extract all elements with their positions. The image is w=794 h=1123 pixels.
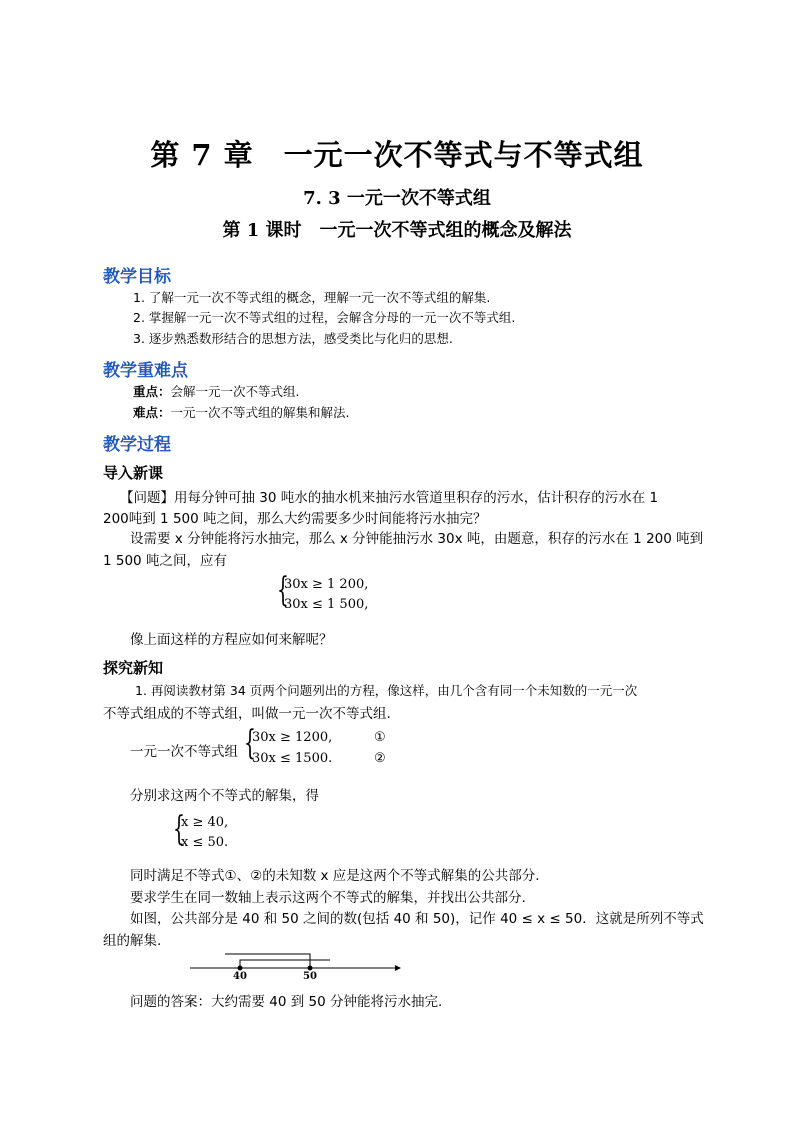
- definition-line: 1. 再阅读教材第 34 页两个问题列出的方程，像这样，由几个含有同一个未知数的一元一次: [135, 683, 638, 698]
- setup-line: 1 500 吨之间，应有: [103, 553, 227, 569]
- section-title: 7. 3 一元一次不等式组: [303, 188, 491, 209]
- tick-label-50: 50: [303, 971, 317, 982]
- definition-line: 不等式组成的不等式组，叫做一元一次不等式组.: [103, 706, 391, 722]
- point-50: [308, 966, 313, 971]
- common-part-line: 同时满足不等式①、②的未知数 x 应是这两个不等式解集的公共部分.: [130, 868, 540, 884]
- focus-line: [133, 382, 300, 400]
- system-brace: {: [244, 723, 256, 763]
- solution-bracket-ge-40: [240, 960, 330, 968]
- figure-line: 如图，公共部分是 40 和 50 之间的数(包括 40 和 50)，记作 40 ≤ x ≤ 50．这就是所列不等式: [130, 911, 704, 927]
- question-line: 像上面这样的方程应如何来解呢？: [130, 632, 333, 648]
- system-label: 一元一次不等式组: [130, 744, 238, 760]
- difficulty-line: [133, 403, 350, 421]
- numberline-line: 要求学生在同一数轴上表示这两个不等式的解集，并找出公共部分.: [130, 890, 526, 906]
- focus-text: 会解一元一次不等式组.: [170, 384, 300, 399]
- inequality: 30x ≥ 1 200,: [284, 577, 369, 592]
- solution-inequality: x ≤ 50.: [181, 835, 229, 850]
- point-40: [238, 966, 243, 971]
- inequality: 30x ≤ 1 500,: [284, 597, 369, 612]
- key-points-heading: 教学重难点: [103, 361, 188, 381]
- inequality: 30x ≤ 1500.: [252, 751, 333, 766]
- explore-heading: 探究新知: [103, 659, 164, 677]
- intro-heading: 导入新课: [103, 464, 164, 482]
- focus-label: 重点：: [133, 384, 171, 399]
- system-brace: {: [277, 570, 289, 610]
- process-heading: 教学过程: [103, 435, 171, 455]
- solve-line: 分别求这两个不等式的解集，得: [130, 788, 319, 804]
- objectives-heading: 教学目标: [103, 267, 171, 287]
- axis-arrow: [395, 965, 401, 971]
- difficulty-label: 难点：: [133, 405, 171, 420]
- answer-line: 问题的答案：大约需要 40 到 50 分钟能将污水抽完.: [130, 994, 443, 1010]
- lesson-title: 第 1 课时 一元一次不等式组的概念及解法: [222, 220, 572, 241]
- problem-line: 200吨到 1 500 吨之间，那么大约需要多少时间能将污水抽完？: [103, 511, 487, 527]
- marker-two: ②: [374, 751, 386, 766]
- objective-item: 1. 了解一元一次不等式组的概念，理解一元一次不等式组的解集.: [133, 290, 491, 305]
- tick-label-40: 40: [233, 971, 247, 982]
- objective-item: 2. 掌握解一元一次不等式组的过程，会解含分母的一元一次不等式组.: [133, 310, 516, 325]
- setup-line: 设需要 x 分钟能将污水抽完，那么 x 分钟能抽污水 30x 吨，由题意，积存的污水在 1 200 吨到: [130, 531, 704, 547]
- figure-line: 组的解集.: [103, 933, 162, 949]
- system-brace: {: [173, 809, 185, 849]
- objective-item: 3. 逐步熟悉数形结合的思想方法，感受类比与化归的思想.: [133, 331, 453, 346]
- difficulty-text: 一元一次不等式组的解集和解法.: [170, 405, 350, 420]
- marker-one: ①: [374, 730, 386, 745]
- inequality: 30x ≥ 1200,: [252, 730, 333, 745]
- chapter-title: 第 7 章 一元一次不等式与不等式组: [150, 138, 644, 172]
- solution-inequality: x ≥ 40,: [181, 815, 229, 830]
- solution-bracket-le-50: [225, 954, 310, 968]
- number-line-figure: [185, 948, 405, 988]
- problem-line: 【问题】用每分钟可抽 30 吨水的抽水机来抽污水管道里积存的污水，估计积存的污水在 1: [120, 490, 659, 506]
